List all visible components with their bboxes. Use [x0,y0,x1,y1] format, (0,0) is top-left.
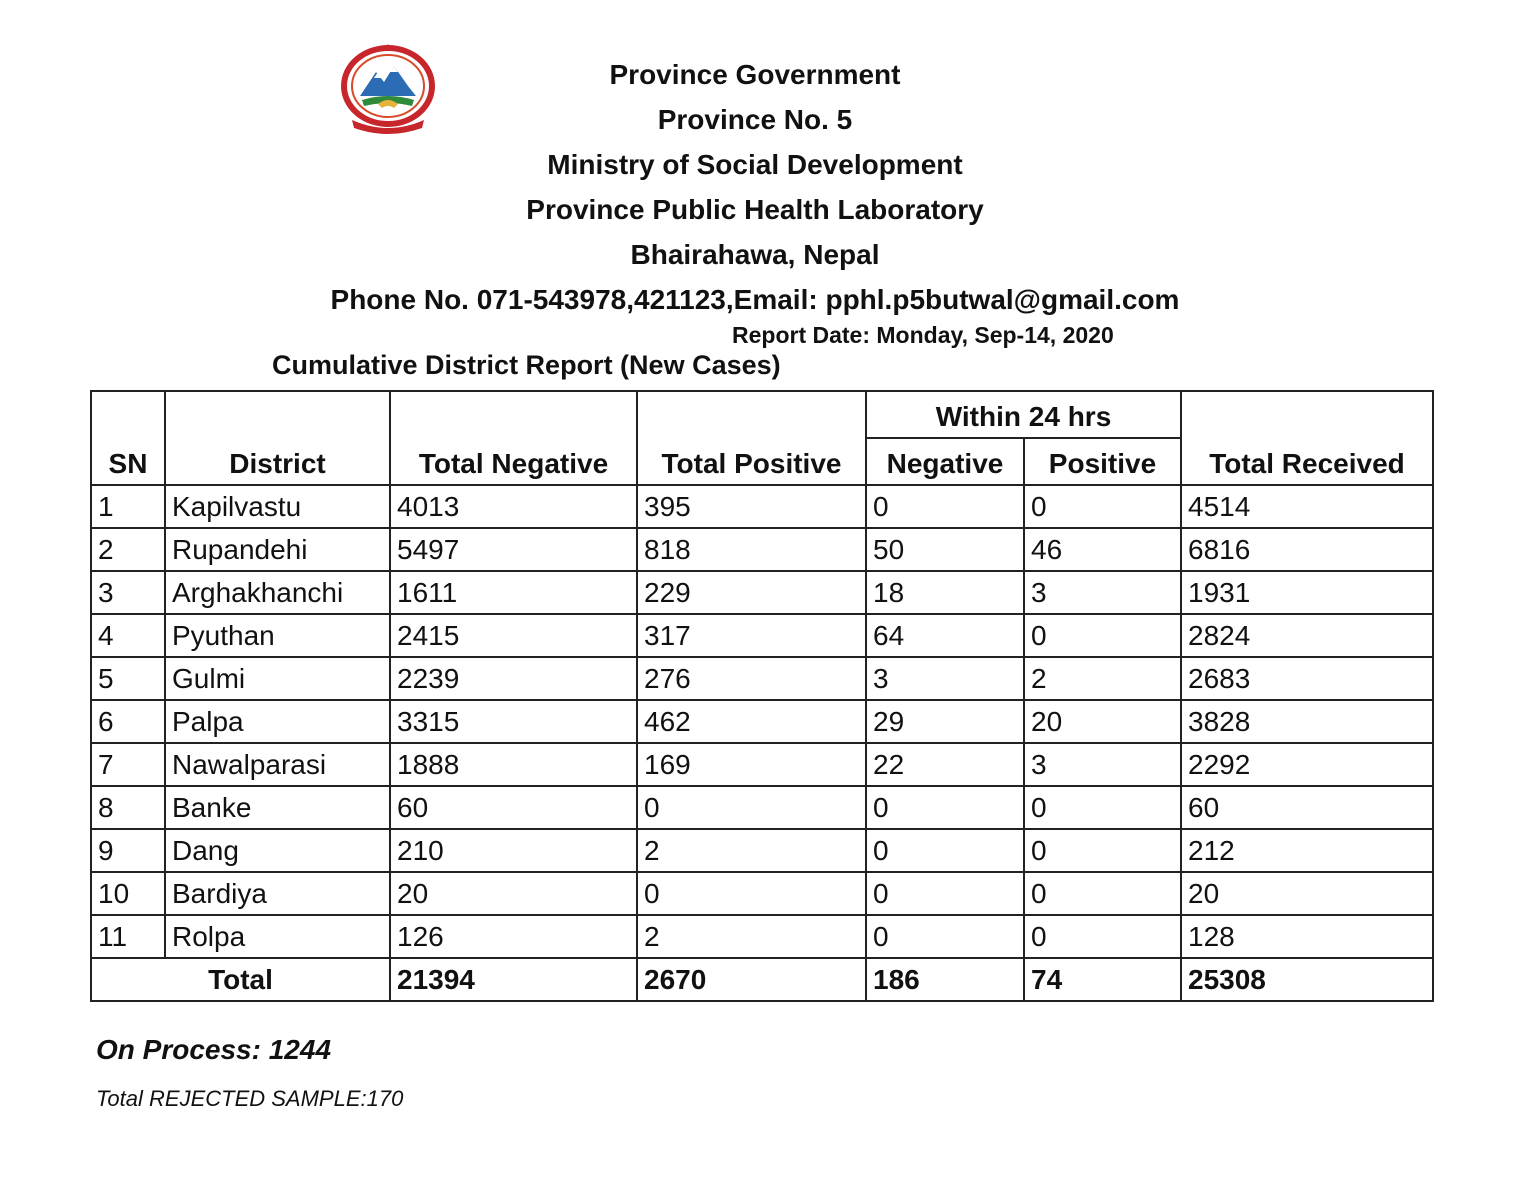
cell-district: Rupandehi [165,528,390,571]
cell-total-negative: 20 [390,872,637,915]
table-row [91,786,1433,829]
cell-negative-24h: 0 [866,485,1024,528]
table-row [91,528,1433,571]
cell-total-positive: 229 [637,571,866,614]
header-ministry: Ministry of Social Development [547,149,963,180]
header-location: Bhairahawa, Nepal [630,239,880,270]
cell-district: Nawalparasi [165,743,390,786]
cell-total-received: 6816 [1181,528,1433,571]
cell-negative-24h: 0 [866,829,1024,872]
cell-total-negative: 210 [390,829,637,872]
total-negative-sum: 21394 [390,958,637,1001]
cell-total-negative: 3315 [390,700,637,743]
table-row [91,700,1433,743]
cell-total-negative: 4013 [390,485,637,528]
header-total-positive: Total Positive [637,391,866,485]
cell-total-received: 2292 [1181,743,1433,786]
on-process-count: On Process: 1244 [96,1034,332,1065]
cell-sn: 9 [91,829,165,872]
cell-positive-24h: 0 [1024,485,1181,528]
cell-total-negative: 60 [390,786,637,829]
cell-positive-24h: 3 [1024,743,1181,786]
table-row [91,829,1433,872]
cell-sn: 5 [91,657,165,700]
cell-total-negative: 1888 [390,743,637,786]
cell-negative-24h: 64 [866,614,1024,657]
cell-total-negative: 126 [390,915,637,958]
cell-total-positive: 818 [637,528,866,571]
district-report-table [90,390,1434,1002]
cell-total-positive: 169 [637,743,866,786]
header-province-government: Province Government [609,59,901,90]
table-row [91,657,1433,700]
cell-district: Rolpa [165,915,390,958]
cell-total-positive: 395 [637,485,866,528]
cell-total-positive: 276 [637,657,866,700]
cell-total-positive: 0 [637,872,866,915]
cell-positive-24h: 3 [1024,571,1181,614]
cell-sn: 1 [91,485,165,528]
cell-negative-24h: 18 [866,571,1024,614]
cell-district: Bardiya [165,872,390,915]
cell-total-received: 128 [1181,915,1433,958]
report-header [0,56,1510,326]
cell-negative-24h: 3 [866,657,1024,700]
cell-total-negative: 1611 [390,571,637,614]
cell-total-received: 60 [1181,786,1433,829]
cell-total-received: 2683 [1181,657,1433,700]
cell-negative-24h: 0 [866,872,1024,915]
cell-sn: 10 [91,872,165,915]
header-sn: SN [91,391,165,485]
header-contact: Phone No. 071-543978,421123,Email: pphl.p5butwal@gmail.com [330,284,1180,315]
header-district: District [165,391,390,485]
cell-positive-24h: 0 [1024,786,1181,829]
cell-positive-24h: 0 [1024,614,1181,657]
cell-total-positive: 2 [637,915,866,958]
cell-negative-24h: 0 [866,786,1024,829]
total-positive-sum: 2670 [637,958,866,1001]
total-received-sum: 25308 [1181,958,1433,1001]
cell-negative-24h: 29 [866,700,1024,743]
cell-positive-24h: 0 [1024,829,1181,872]
cell-sn: 6 [91,700,165,743]
cell-total-positive: 317 [637,614,866,657]
cell-positive-24h: 46 [1024,528,1181,571]
cell-district: Pyuthan [165,614,390,657]
header-positive-24h: Positive [1024,438,1181,485]
cell-total-received: 20 [1181,872,1433,915]
cell-district: Banke [165,786,390,829]
header-within-24-hrs: Within 24 hrs [866,391,1181,438]
negative-24h-sum: 186 [866,958,1024,1001]
table-body [91,485,1433,1001]
table-row [91,872,1433,915]
cell-total-received: 4514 [1181,485,1433,528]
total-row [91,958,1433,1001]
report-title: Cumulative District Report (New Cases) [272,350,781,380]
header-laboratory: Province Public Health Laboratory [526,194,984,225]
table-row [91,571,1433,614]
cell-sn: 4 [91,614,165,657]
cell-sn: 2 [91,528,165,571]
cell-positive-24h: 0 [1024,872,1181,915]
cell-positive-24h: 20 [1024,700,1181,743]
cell-total-received: 3828 [1181,700,1433,743]
cell-positive-24h: 0 [1024,915,1181,958]
table-row [91,915,1433,958]
cell-district: Dang [165,829,390,872]
cell-negative-24h: 22 [866,743,1024,786]
cell-total-negative: 2415 [390,614,637,657]
cell-negative-24h: 50 [866,528,1024,571]
table-row [91,743,1433,786]
cell-total-received: 212 [1181,829,1433,872]
cell-positive-24h: 2 [1024,657,1181,700]
table-row [91,485,1433,528]
cell-district: Kapilvastu [165,485,390,528]
cell-sn: 3 [91,571,165,614]
table-row [91,614,1433,657]
cell-district: Palpa [165,700,390,743]
table-header-row-top [91,391,1433,438]
header-negative-24h: Negative [866,438,1024,485]
cell-negative-24h: 0 [866,915,1024,958]
cell-total-received: 2824 [1181,614,1433,657]
cell-total-received: 1931 [1181,571,1433,614]
cell-sn: 8 [91,786,165,829]
cell-total-negative: 2239 [390,657,637,700]
header-total-received: Total Received [1181,391,1433,485]
header-total-negative: Total Negative [390,391,637,485]
cell-sn: 7 [91,743,165,786]
cell-total-negative: 5497 [390,528,637,571]
total-label: Total [91,958,390,1001]
cell-total-positive: 0 [637,786,866,829]
positive-24h-sum: 74 [1024,958,1181,1001]
cell-district: Arghakhanchi [165,571,390,614]
cell-total-positive: 2 [637,829,866,872]
cell-total-positive: 462 [637,700,866,743]
cell-district: Gulmi [165,657,390,700]
rejected-sample-count: Total REJECTED SAMPLE:170 [96,1086,404,1111]
cell-sn: 11 [91,915,165,958]
header-province-number: Province No. 5 [657,104,853,135]
report-date: Report Date: Monday, Sep-14, 2020 [732,322,1114,348]
